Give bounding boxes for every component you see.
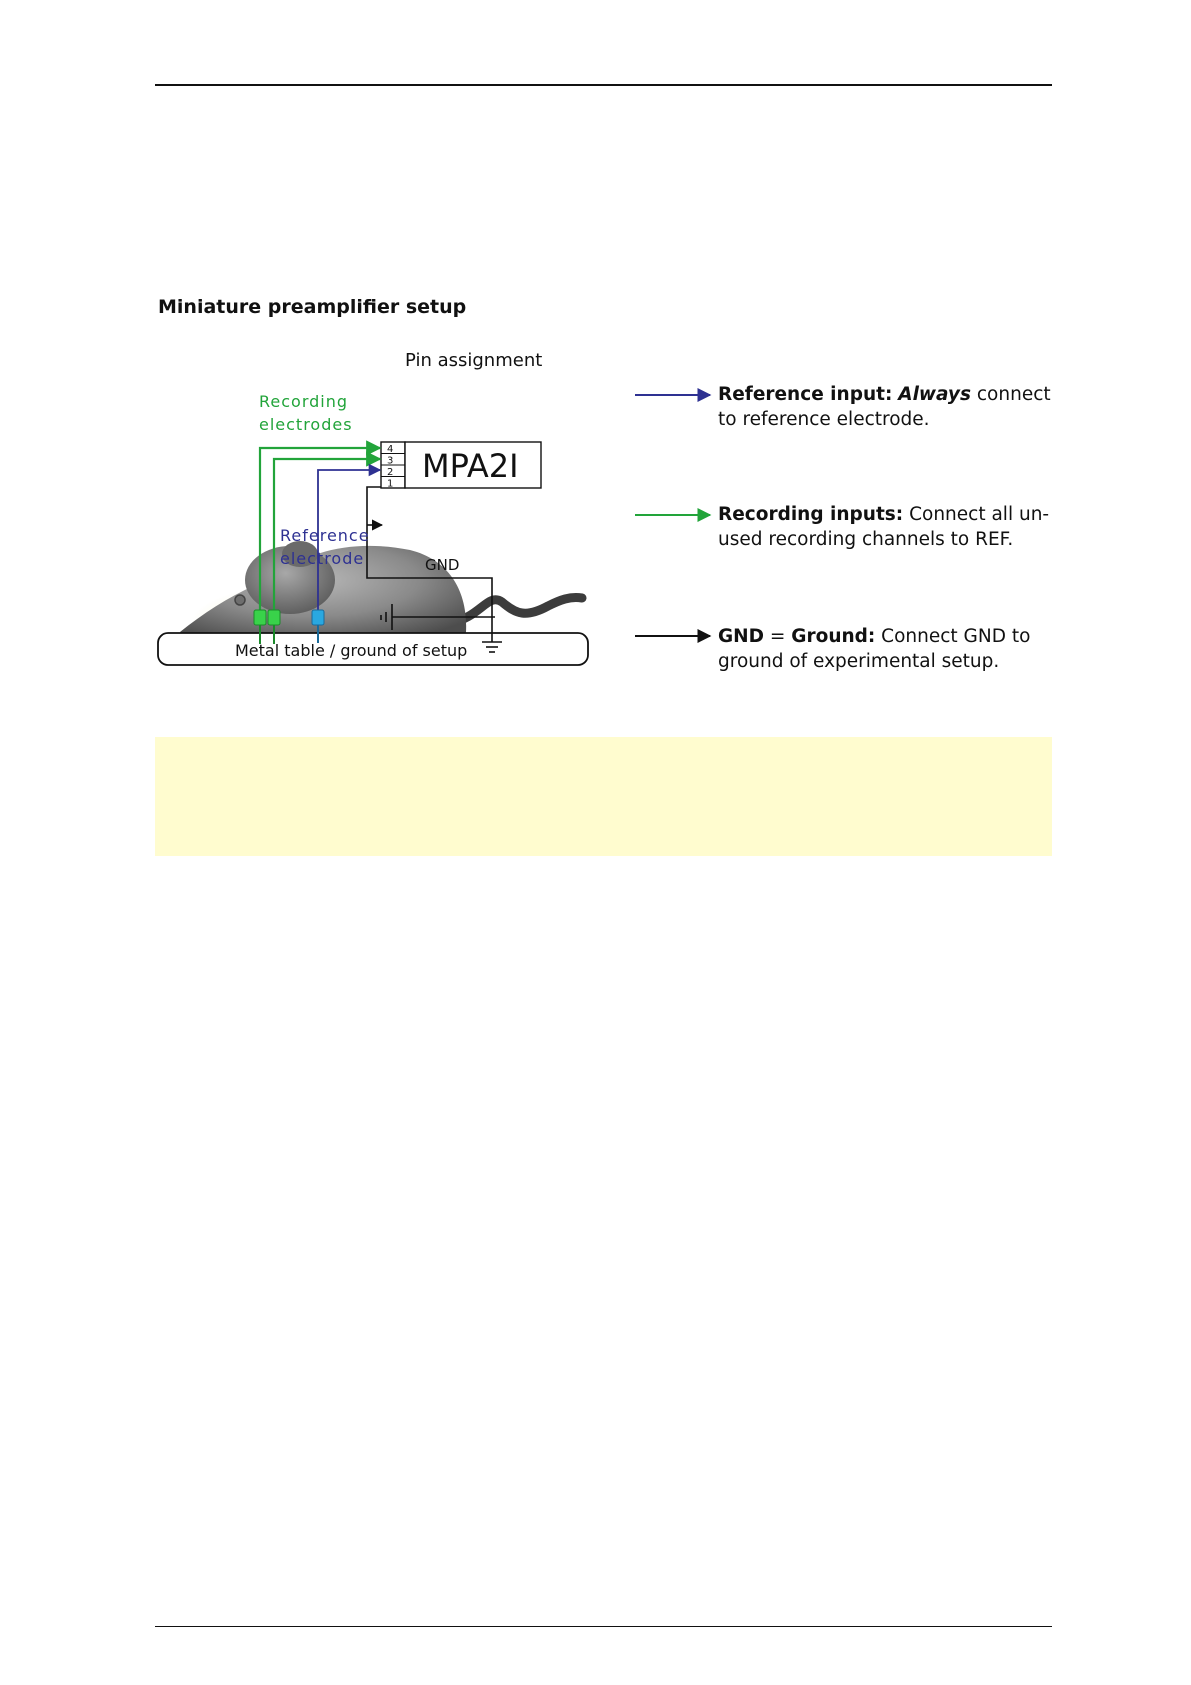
legend-reference-line1: Reference input: Always connect	[718, 384, 1051, 405]
footer-rule	[155, 1626, 1052, 1627]
legend-recording	[718, 502, 1049, 552]
mouse-eye	[235, 595, 245, 605]
legend-recording-line1: Recording inputs: Connect all un-	[718, 504, 1050, 525]
pin-4-label: 4	[387, 444, 394, 455]
reference-label-line2: electrode	[280, 549, 365, 568]
pin-3-label: 3	[387, 455, 394, 467]
legend-ground	[718, 624, 1030, 674]
legend-ground-line1: GND = Ground: Connect GND to	[718, 626, 1031, 647]
header-rule	[155, 84, 1052, 86]
gnd-label: GND	[425, 556, 460, 574]
device-label: MPA2I	[422, 447, 519, 485]
recording-label-line1: Recording	[259, 392, 349, 411]
recording-label-line2: electrodes	[259, 415, 353, 434]
legend-recording-line2: used recording channels to REF.	[718, 529, 1014, 550]
section-title: Miniature preamplifier setup	[158, 296, 467, 318]
legend-reference-line2: to reference electrode.	[718, 409, 930, 430]
pin-2-label: 2	[387, 467, 394, 478]
reference-label-line1: Reference	[280, 526, 370, 545]
pin-assignment-title: Pin assignment	[405, 350, 543, 371]
legend-reference	[718, 382, 1051, 432]
mouse-tail	[450, 597, 582, 623]
note-box	[155, 737, 1052, 856]
table-label: Metal table / ground of setup	[235, 641, 468, 660]
legend-ground-line2: ground of experimental setup.	[718, 651, 1000, 672]
pin-1-label: 1	[387, 478, 394, 490]
